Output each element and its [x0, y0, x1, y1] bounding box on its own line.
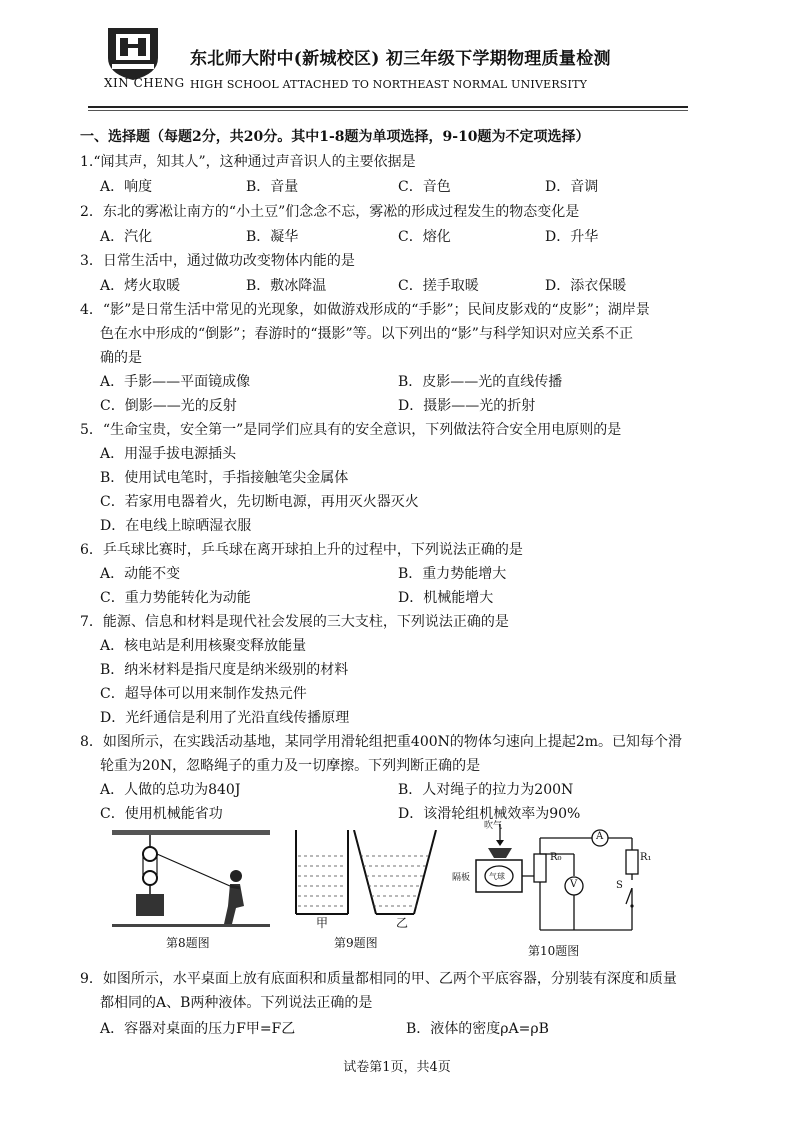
question-7-option-b: B．纳米材料是指尺度是纳米级别的材料 [100, 662, 349, 678]
question-2-option-a: A．汽化 [100, 229, 153, 245]
question-9-stem-line1: 9．如图所示，水平桌面上放有底面积和质量都相同的甲、乙两个平底容器，分别装有深度和质量 [80, 971, 677, 987]
question-4-stem-line1: 4．“影”是日常生活中常见的光现象，如做游戏形成的“手影”；民间皮影戏的“皮影”；湖岸景 [80, 302, 650, 318]
header-rule [88, 106, 688, 108]
question-3-option-d: D．添衣保暖 [545, 278, 627, 294]
question-1-option-a: A．响度 [100, 179, 153, 195]
question-5-stem: 5．“生命宝贵，安全第一”是同学们应具有的安全意识，下列做法符合安全用电原则的是 [80, 422, 622, 438]
question-9-option-a: A．容器对桌面的压力F甲=F乙 [100, 1021, 296, 1037]
question-2-stem: 2．东北的雾凇让南方的“小土豆”们念念不忘，雾凇的形成过程发生的物态变化是 [80, 204, 580, 220]
exam-title: 东北师大附中(新城校区) 初三年级下学期物理质量检测 [190, 49, 611, 69]
page-footer: 试卷第1页，共4页 [343, 1060, 451, 1075]
logo-caption: XIN CHENG [104, 76, 185, 90]
question-1-option-d: D．音调 [545, 179, 599, 195]
question-3-option-a: A．烤火取暖 [100, 278, 181, 294]
question-7-option-d: D．光纤通信是利用了光沿直线传播原理 [100, 710, 350, 726]
question-5-option-b: B．使用试电笔时，手指接触笔尖金属体 [100, 470, 349, 486]
question-8-stem-line2: 轮重为20N，忽略绳子的重力及一切摩擦。下列判断正确的是 [100, 758, 481, 774]
figure-10-label-voltmeter: V [570, 879, 578, 890]
question-8-option-a: A．人做的总功为840J [100, 782, 241, 798]
school-name-en: HIGH SCHOOL ATTACHED TO NORTHEAST NORMAL UNIVERSITY [190, 78, 588, 91]
question-6-option-d: D．机械能增大 [398, 590, 494, 606]
figure-10-label-r1: R₁ [640, 852, 652, 863]
question-7-stem: 7．能源、信息和材料是现代社会发展的三大支柱，下列说法正确的是 [80, 614, 509, 630]
question-4-option-c: C．倒影——光的反射 [100, 398, 237, 414]
question-3-stem: 3．日常生活中，通过做功改变物体内能的是 [80, 253, 355, 269]
question-4-option-b: B．皮影——光的直线传播 [398, 374, 563, 390]
figure-10-label-s: S [616, 880, 623, 891]
question-6-stem: 6．乒乓球比赛时，乒乓球在离开球拍上升的过程中，下列说法正确的是 [80, 542, 523, 558]
question-5-option-d: D．在电线上晾晒湿衣服 [100, 518, 252, 534]
question-4-option-d: D．摄影——光的折射 [398, 398, 536, 414]
question-1-option-b: B．音量 [246, 179, 299, 195]
question-4-stem-line2: 色在水中形成的“倒影”；春游时的“摄影”等。以下列出的“影”与科学知识对应关系不正 [100, 326, 633, 342]
school-logo-icon [102, 24, 164, 84]
figure-8-pulley-diagram [112, 828, 272, 928]
figure-8-caption: 第8题图 [166, 936, 210, 950]
figure-9-containers-diagram [290, 830, 440, 926]
question-4-option-a: A．手影——平面镜成像 [100, 374, 251, 390]
question-1-stem: 1.“闻其声，知其人”，这种通过声音识人的主要依据是 [80, 154, 416, 170]
figure-9-label-yi: 乙 [396, 916, 409, 930]
question-5-option-a: A．用湿手拔电源插头 [100, 446, 237, 462]
figure-10-label-qiqiu: 气球 [489, 872, 505, 881]
figure-10-label-geban: 隔板 [452, 873, 471, 883]
question-6-option-c: C．重力势能转化为动能 [100, 590, 251, 606]
question-7-option-a: A．核电站是利用核聚变释放能量 [100, 638, 307, 654]
question-2-option-b: B．凝华 [246, 229, 299, 245]
question-2-option-c: C．熔化 [398, 229, 451, 245]
question-3-option-c: C．搓手取暖 [398, 278, 479, 294]
question-7-option-c: C．超导体可以用来制作发热元件 [100, 686, 307, 702]
figure-9-caption: 第9题图 [334, 936, 378, 950]
question-8-option-d: D．该滑轮组机械效率为90% [398, 806, 581, 822]
question-4-stem-line3: 确的是 [100, 350, 142, 366]
question-6-option-b: B．重力势能增大 [398, 566, 507, 582]
section-heading: 一、选择题（每题2分，共20分。其中1-8题为单项选择，9-10题为不定项选择） [80, 129, 590, 145]
question-8-option-b: B．人对绳子的拉力为200N [398, 782, 574, 798]
question-6-option-a: A．动能不变 [100, 566, 181, 582]
figure-10-circuit-diagram [450, 818, 650, 940]
figure-10-label-ammeter: A [596, 831, 604, 842]
figure-9-label-jia: 甲 [316, 916, 329, 930]
question-5-option-c: C．若家用电器着火，先切断电源，再用灭火器灭火 [100, 494, 419, 510]
question-9-stem-line2: 都相同的A、B两种液体。下列说法正确的是 [100, 995, 373, 1011]
question-9-option-b: B．液体的密度ρA=ρB [406, 1021, 549, 1037]
question-8-stem-line1: 8．如图所示，在实践活动基地，某同学用滑轮组把重400N的物体匀速向上提起2m。已知每个滑 [80, 734, 683, 750]
question-1-option-c: C．音色 [398, 179, 451, 195]
figure-10-caption: 第10题图 [528, 944, 580, 958]
figure-10-label-r0: R₀ [550, 852, 562, 863]
header-rule-thin [88, 110, 688, 111]
question-8-option-c: C．使用机械能省功 [100, 806, 223, 822]
question-2-option-d: D．升华 [545, 229, 599, 245]
question-3-option-b: B．敷冰降温 [246, 278, 327, 294]
figure-10-label-chuiqi: 吹气 [484, 821, 503, 831]
